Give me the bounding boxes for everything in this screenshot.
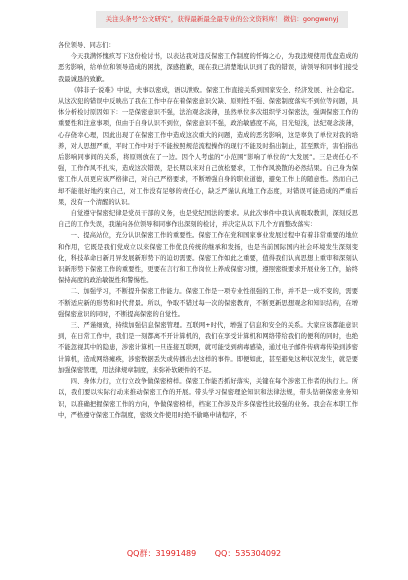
paragraph: 今天我满怀愧疚写下这份检讨书，以表达我对违反保密工作制度的忏悔之心，为我违规使用优盘造成的恶劣影响，给单位和领导造成的困扰，深感抱歉，现在我已清楚地认识到了我的错误，请领导和同事们接受我最诚恳的致歉。 <box>58 53 358 83</box>
footer <box>0 548 408 559</box>
footer-qq: QQ：535304092 <box>214 549 282 558</box>
paragraph: 三、严谨细致，持续加强信息保密管理。互联网+时代，增强了信息和安全的关系。大家应该都能意识到，在日常工作中，我们是一刻都离不开计算机的，我们在享受计算机和网络带给我们的便利的同时，也绝不能忽视其中的隐患，涉密计算机一旦连接互联网，就可能受到病毒感染，通过电子邮件传病毒传染到涉密计算机，造成网络瘫痪，涉密数据丢失或传播出去这样的事件。即便如此，甚至避免这种状况发生，就是要加强保密管理，用法律规章制度，来弥补软硬件的不足。 <box>58 322 358 374</box>
paragraph: 《韩非子·说难》中说，夫事以密成，语以泄败。保密工作直接关系到国家安全、经济发展、社会稳定。从这次犯的错误中反映出了我在工作中存在着保密意识欠缺、原则性不强、保密制度落实不到位等问题，具体分析检讨原因如下：一是保密意识不强，法治观念淡薄，虽然单位多次组织学习保密法，强调保密工作的重要性和注意事项，但由于自身认识不到位，保密意识不强，政治敏感度不高，目光短浅，法纪观念淡薄，心存侥幸心理，因此出现了在保密工作中造成这次重大的问题，造成的恶劣影响，这是辜负了单位对我的培养，对人思想严重，平时工作中对于不能按照规范流程操作的现行不能及时指出制止，甚至默许，害怕指出后影响同事间的关系，将原则放在了一边。因个人考虑的“小范围”影响了单位的“大发展”。三是责任心不强，工作作风不扎实，造成这次错误，是长期以来对自己放松要求，工作作风涣散的必然结果。自己身为保密工作人员更应该严格律己，对自己严格要求，不断增强自身的职业道德，避免工作上的随意性。然而自己却不能很好地约束自己，对工作没有足够的责任心，缺乏严谨认真地工作态度，对错误可能造成的严重后果，没有一个清醒的认识。 <box>58 86 358 206</box>
document-body <box>58 40 358 421</box>
paragraph: 自觉遵守保密纪律是党员干部的义务，也是党纪国法的要求。从此次事件中我认真吸取教训，深刻反思自己的工作失误，我谨向各位领导和同事作出深刻的检讨，并决定从以下几个方面整改落实： <box>58 210 358 229</box>
salutation: 各位领导、同志们： <box>58 42 115 49</box>
footer-qq-group: QQ群：31991489 <box>126 549 197 558</box>
paragraph: 四、身体力行，立行立改争做保密榜样。保密工作能否抓好落实，关键在每个涉密工作者的执行上。所以，我们要以实际行动来推动保密工作的开展。带头学习保密理论知识和法律法规，带头钻研保密业务知识，以准确把握保密工作的方向，争做保密榜样，档案工作涉及许多保密性比较强的业务。我会在本职工作中，严格遵守保密工作制度，密级文件使用时绝不偷略申请程序，不 <box>58 378 358 419</box>
paragraph: 一、提高站位，充分认识保密工作的重要性。保密工作在党和国家事业发展过程中有着非常重要的地位和作用，它既是我们党成立以来保密工作优良传统的继承和发扬，也是当前国际国内社会环境发生深刻变化，科技革命日新月异发展新形势下的迫切需要。保密工作如此之重要，值得我们认真思想上重审和深刻认识新形势下保密工作的重要性，更要在言行和工作岗位上养成保密习惯，遵照密级要求开展业务工作，始终保持高度的政治敏锐性和警惕性。 <box>58 232 358 285</box>
paragraph: 二、加强学习，不断提升保密工作能力。保密工作是一项专业性很强的工作，并不是一成不变的，需要不断适应新的形势和时代背景。所以，争取不错过每一次的保密教育，不断更新思想观念和知识结构，在增强保密意识的同时，不断提高保密的自觉性。 <box>58 288 358 318</box>
header-banner: 关注头条号“公文研究”，获得最新最全最专业的公文资料库！ 微信：gongwenyj <box>96 11 348 28</box>
